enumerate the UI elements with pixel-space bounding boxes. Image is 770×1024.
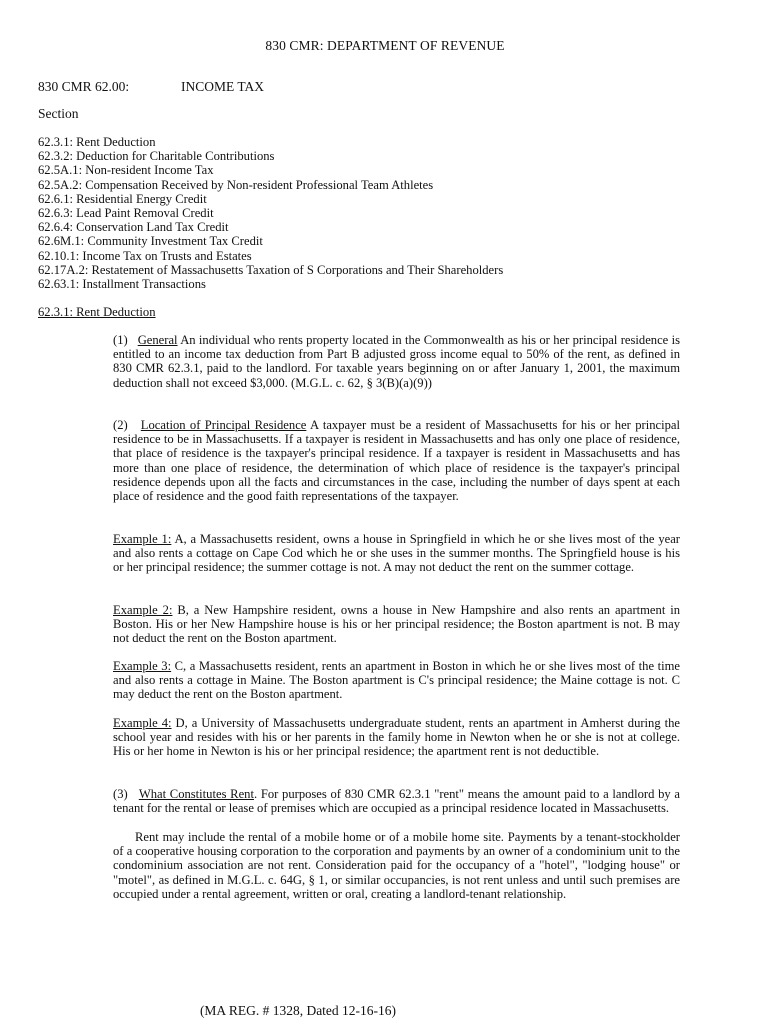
toc-item: 62.63.1: Installment Transactions xyxy=(38,277,206,292)
section-heading: 62.3.1: Rent Deduction xyxy=(38,305,156,319)
paragraph-text: An individual who rents property located in the Commonwealth as his or her principal residence is entitled to an income tax deduction from Part B adjusted gross income equal to 50% of the rent, as defined in 830 CMR 62.3.1, paid to the landlord. For taxable years beginning on or after January 1, 2001, the maximum deduction shall not exceed $3,000. (M.G.L. c. 62, § 3(B)(a)(9)) xyxy=(113,333,680,390)
example-text: C, a Massachusetts resident, rents an apartment in Boston in which he or she lives most of the time and also rents a cottage in Maine. The Boston apartment is C's principal residence; the Maine cottage is not. C may deduct the rent on the Boston apartment. xyxy=(113,659,680,702)
toc-item: 62.6.3: Lead Paint Removal Credit xyxy=(38,206,214,221)
toc-item: 62.3.2: Deduction for Charitable Contributions xyxy=(38,149,275,164)
example-2 xyxy=(113,603,680,646)
paragraph-rent-continued: Rent may include the rental of a mobile home or of a mobile home site. Payments by a tenant-stockholder of a cooperative housing corporation to the corporation and payments by an owner of a condominium unit to the condominium association are not rent. Consideration paid for the occupancy of a "hotel", "lodging house" or "motel", as defined in M.G.L. c. 64G, § 1, or similar occupancies, is not rent unless and until such premises are occupied under a rental agreement, written or oral, creating a landlord-tenant relationship. xyxy=(113,830,680,901)
part-title xyxy=(38,79,264,95)
part-name: INCOME TAX xyxy=(181,79,265,94)
paragraph-text: . For purposes of 830 CMR 62.3.1 "rent" means the amount paid to a landlord by a tenant for the rental or lease of premises which are occupied as a principal residence located in Massachusetts. xyxy=(113,787,680,816)
example-3 xyxy=(113,659,680,702)
paragraph-number: (2) xyxy=(113,418,128,432)
toc-item: 62.6.4: Conservation Land Tax Credit xyxy=(38,220,229,235)
part-code: 830 CMR 62.00: xyxy=(38,79,130,94)
paragraph-number: (1) xyxy=(113,333,128,347)
paragraph-title: General xyxy=(137,333,178,347)
paragraph-location xyxy=(113,418,680,503)
example-text: B, a New Hampshire resident, owns a house in New Hampshire and also rents an apartment in Boston. His or her New Hampshire house is his or her principal residence; the Boston apartment is not. B may not deduct the rent on the Boston apartment. xyxy=(113,603,680,646)
document-footer: (MA REG. # 1328, Dated 12-16-16) xyxy=(199,1003,397,1018)
toc-item: 62.6M.1: Community Investment Tax Credit xyxy=(38,234,263,249)
example-4 xyxy=(113,716,680,759)
example-text: A, a Massachusetts resident, owns a house in Springfield in which he or she lives most of the year and also rents a cottage on Cape Cod which he or she uses in the summer months. The Springfield house is his or her principal residence; the summer cottage is not. A may not deduct the rent on the summer cottage. xyxy=(113,532,680,575)
toc-item: 62.3.1: Rent Deduction xyxy=(38,135,156,149)
paragraph-general xyxy=(113,333,680,390)
table-of-contents xyxy=(38,135,503,291)
paragraph-number: (3) xyxy=(113,787,128,801)
toc-item: 62.5A.2: Compensation Received by Non-resident Professional Team Athletes xyxy=(38,177,434,192)
section-label: Section xyxy=(38,106,79,121)
paragraph-text: A taxpayer must be a resident of Massachusetts for his or her principal residence to be in Massachusetts. If a taxpayer is resident in Massachusetts and has only one place of residence, that place of residence is the taxpayer's principal residence. If a taxpayer is resident in Massachusetts and has more than one place of residence, the determination of which place of residence is the taxpayer's principal residence depends upon all the facts and circumstances in the case, including the number of days spent at each place of residence and the good faith representations of the taxpayer. xyxy=(113,418,680,504)
paragraph-title: Location of Principal Residence xyxy=(140,418,307,432)
example-label: Example 4: xyxy=(113,716,172,730)
example-text: D, a University of Massachusetts undergraduate student, rents an apartment in Amherst during the school year and resides with his or her parents in the family home in Newton when he or she is not at college. His or her home in Newton is his or her principal residence; the apartment rent is not deductible. xyxy=(113,716,680,759)
toc-item: 62.10.1: Income Tax on Trusts and Estates xyxy=(38,248,252,263)
document-header: 830 CMR: DEPARTMENT OF REVENUE xyxy=(265,38,505,53)
example-label: Example 1: xyxy=(113,532,172,546)
toc-item: 62.5A.1: Non-resident Income Tax xyxy=(38,163,214,178)
paragraph-what-constitutes-rent xyxy=(113,787,680,815)
example-label: Example 3: xyxy=(113,659,172,673)
toc-item: 62.6.1: Residential Energy Credit xyxy=(38,191,207,206)
paragraph-title: What Constitutes Rent xyxy=(138,787,254,801)
example-1 xyxy=(113,532,680,575)
example-label: Example 2: xyxy=(113,603,173,617)
toc-item: 62.17A.2: Restatement of Massachusetts Taxation of S Corporations and Their Shareholders xyxy=(38,262,504,277)
